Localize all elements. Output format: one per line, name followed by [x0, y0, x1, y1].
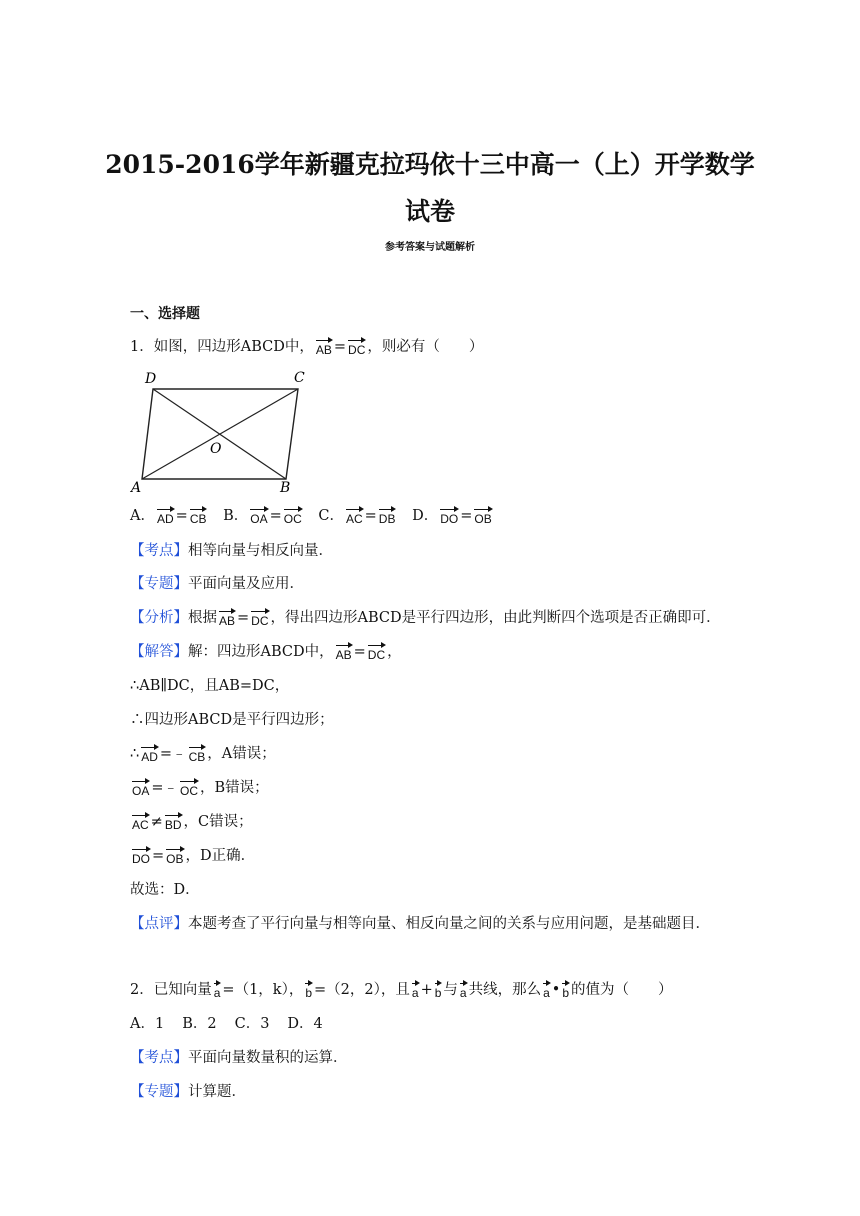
vector-ab: AB: [219, 614, 236, 628]
dianping-tag: 【点评】: [130, 916, 188, 932]
vector-dc: DC: [367, 648, 386, 662]
kaodian-tag: 【考点】: [130, 1050, 188, 1066]
vector-ob: OB: [166, 852, 184, 866]
stem-text: 共线，那么: [468, 982, 542, 998]
step-conclusion: ，A错误；: [207, 746, 276, 762]
question-2-stem: [130, 980, 673, 1000]
vector-ac: AC: [345, 512, 363, 526]
vector-do: DO: [132, 852, 150, 866]
option-a[interactable]: A． AD = CB: [130, 508, 207, 526]
option-b[interactable]: B．2: [182, 1016, 217, 1032]
option-a[interactable]: A．1: [130, 1016, 165, 1032]
vector-dc: DC: [348, 343, 366, 357]
section-heading: 一、选择题: [130, 306, 200, 322]
page-title-line2: 试卷: [404, 197, 455, 226]
page-subtitle: 参考答案与试题解析: [385, 242, 475, 253]
vertex-label-a: A: [131, 480, 142, 496]
zhuanti-row: [130, 1082, 246, 1102]
vector-oa: OA: [250, 512, 268, 526]
solution-step-6: [130, 846, 255, 866]
point-label-o: O: [210, 441, 222, 457]
solution-step-4: [130, 778, 269, 798]
vector-b: b: [305, 986, 313, 1000]
question-2-options: [130, 1014, 323, 1034]
stem-text: 已知向量: [153, 982, 212, 998]
relation-sign: =: [152, 848, 165, 864]
vertex-label-d: D: [145, 371, 157, 387]
question-1-stem: [130, 337, 483, 357]
vector-a: a: [213, 986, 221, 1000]
question-number: 1．: [130, 339, 154, 355]
option-letter: C．: [318, 508, 344, 524]
vector-oc: OC: [283, 512, 302, 526]
kaodian-text: 相等向量与相反向量．: [188, 543, 333, 559]
zhuanti-text: 计算题．: [188, 1084, 246, 1100]
zhuanti-row: [130, 574, 304, 594]
vector-cb: CB: [189, 512, 207, 526]
question-number: 2．: [130, 982, 154, 998]
kaodian-text: 平面向量数量积的运算．: [188, 1050, 348, 1066]
vector-a: a: [543, 986, 550, 1000]
fenxi-text-end: ，得出四边形ABCD是平行四边形，由此判断四个选项是否正确即可．: [270, 610, 721, 626]
option-letter: B．: [223, 508, 249, 524]
relation-sign: =﹣: [151, 780, 178, 796]
relation-sign: =﹣: [159, 746, 187, 762]
zhuanti-text: 平面向量及应用．: [188, 576, 304, 592]
vector-cb: CB: [188, 750, 206, 764]
option-d[interactable]: D．4: [287, 1016, 323, 1032]
kaodian-row: [130, 1048, 348, 1068]
answer-choice: 故选：D．: [130, 882, 200, 898]
dot-sign: •: [551, 982, 561, 998]
option-b[interactable]: B． OA = OC: [223, 508, 302, 526]
equals-sign: =: [237, 610, 250, 626]
stem-text: =（2，2），且: [314, 982, 410, 998]
jieda-text-end: ，: [387, 644, 402, 660]
option-d[interactable]: D． DO = OB: [412, 508, 492, 526]
fenxi-tag: 【分析】: [130, 610, 188, 626]
vector-do: DO: [440, 512, 459, 526]
vector-ab: AB: [315, 343, 332, 357]
vertex-label-b: B: [280, 480, 291, 496]
therefore-sign: ∴: [130, 746, 140, 762]
option-c[interactable]: C．3: [234, 1016, 270, 1032]
stem-text: =（1，k），: [222, 982, 304, 998]
vector-ab: AB: [335, 648, 352, 662]
jieda-text: 解：四边形ABCD中，: [188, 644, 334, 660]
parallelogram-figure: [128, 366, 318, 496]
plus-sign: +: [420, 982, 433, 998]
diagonal-ca: [142, 389, 298, 479]
stem-text: 与: [443, 982, 458, 998]
equals-sign: =: [353, 644, 366, 660]
jieda-tag: 【解答】: [130, 644, 188, 660]
dianping-row: [130, 914, 710, 934]
zhuanti-tag: 【专题】: [130, 576, 188, 592]
stem-text: 如图，四边形ABCD中，: [153, 339, 314, 355]
stem-text-end: ，则必有（ ）: [367, 339, 484, 355]
solution-step-5: [130, 812, 253, 832]
vector-ac: AC: [132, 818, 149, 832]
question-1-options: [130, 506, 504, 526]
solution-step-3: [130, 744, 276, 764]
vector-ob: OB: [474, 512, 492, 526]
vector-oa: OA: [132, 784, 150, 798]
dianping-text: 本题考查了平行向量与相等向量、相反向量之间的关系与应用问题，是基础题目．: [188, 916, 710, 932]
vector-b: b: [562, 986, 570, 1000]
option-c[interactable]: C． AC = DB: [318, 508, 396, 526]
vector-a: a: [411, 986, 419, 1000]
solution-step-2: ∴四边形ABCD是平行四边形；: [130, 712, 334, 728]
page-title: 2015-2016学年新疆克拉玛依十三中高一（上）开学数学: [105, 150, 755, 179]
fenxi-text: 根据: [188, 610, 217, 626]
step-conclusion: ，C错误；: [183, 814, 253, 830]
option-letter: D．: [412, 508, 439, 524]
zhuanti-tag: 【专题】: [130, 1084, 188, 1100]
relation-sign: ≠: [150, 814, 163, 830]
stem-text-end: 的值为（ ）: [571, 982, 673, 998]
step-conclusion: ，D正确．: [185, 848, 256, 864]
option-letter: A．: [130, 508, 155, 524]
solution-step-1: ∴AB∥DC，且AB=DC，: [130, 678, 290, 694]
kaodian-tag: 【考点】: [130, 543, 188, 559]
vector-db: DB: [378, 512, 396, 526]
vertex-label-c: C: [294, 370, 305, 386]
vector-bd: BD: [164, 818, 182, 832]
vector-b: b: [434, 986, 442, 1000]
vector-ad: AD: [141, 750, 158, 764]
step-conclusion: ，B错误；: [200, 780, 269, 796]
vector-ad: AD: [156, 512, 174, 526]
kaodian-row: [130, 541, 333, 561]
vector-a: a: [459, 986, 467, 1000]
jieda-row: [130, 642, 402, 662]
vector-dc: DC: [251, 614, 269, 628]
fenxi-row: [130, 608, 721, 628]
vector-oc: OC: [180, 784, 198, 798]
equals-sign: =: [333, 339, 347, 355]
